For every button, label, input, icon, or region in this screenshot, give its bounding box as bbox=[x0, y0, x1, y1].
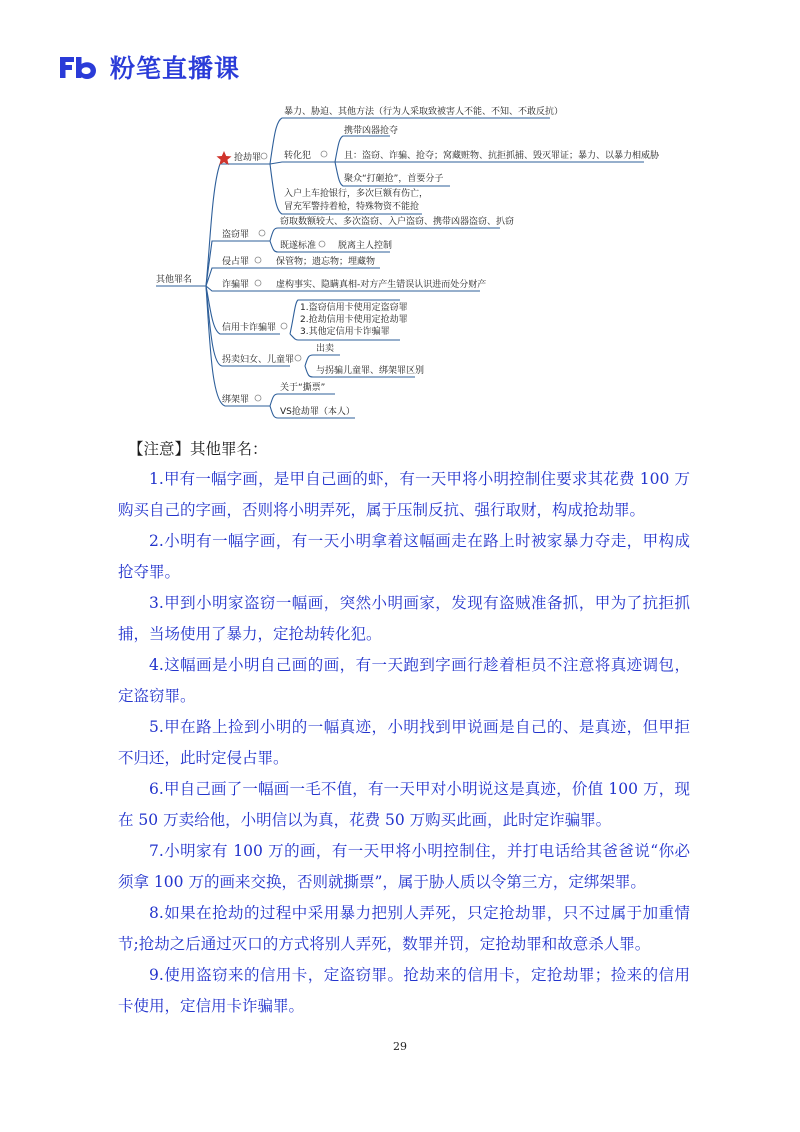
card-fraud-item-2: 2.抢劫信用卡使用定抢劫罪 bbox=[300, 315, 408, 325]
note-item: 1.甲有一幅字画，是甲自己画的虾，有一天甲将小明控制住要求其花费 100 万购买自己的字画，否则将小明弄死，属于压制反抗、强行取财，构成抢劫罪。 bbox=[118, 470, 690, 519]
transform-item-3: 聚众“打砸抢”，首要分子 bbox=[344, 174, 444, 184]
trafficking-item-2: 与拐骗儿童罪、绑架罪区别 bbox=[316, 366, 425, 376]
robbery-aggravated-2: 冒充军警持着枪，特殊物资不能抢 bbox=[284, 202, 420, 212]
note-item: 3.甲到小明家盗窃一幅画，突然小明画家，发现有盗贼准备抓，甲为了抗拒抓捕，当场使用了暴力，定抢劫转化犯。 bbox=[118, 594, 690, 643]
fb-logo-icon bbox=[56, 51, 100, 83]
note-item: 6.甲自己画了一幅画一毛不值，有一天甲对小明说这是真迹，价值 100 万，现在 50 万卖给他，小明信以为真，花费 50 万购买此画，此时定诈骗罪。 bbox=[118, 780, 690, 829]
fraud-content: 虚构事实、隐瞒真相-对方产生错误认识进而处分财产 bbox=[276, 280, 487, 290]
transform-item-1: 携带凶器抢夺 bbox=[344, 126, 399, 136]
note-item: 2.小明有一幅字画，有一天小明拿着这幅画走在路上时被家暴力夺走，甲构成抢夺罪。 bbox=[118, 532, 690, 581]
robbery-label: 抢劫罪 bbox=[234, 153, 262, 163]
card-fraud-item-3: 3.其他定信用卡诈骗罪 bbox=[300, 327, 390, 337]
notes-heading: 【注意】其他罪名： bbox=[128, 440, 268, 458]
kidnap-label: 绑架罪 bbox=[222, 395, 250, 405]
card-fraud-label: 信用卡诈骗罪 bbox=[222, 323, 277, 333]
note-item: 7.小明家有 100 万的画，有一天甲将小明控制住，并打电话给其爸爸说“你必须拿 100 万的画来交换，否则就撕票”，属于胁人质以令第三方，定绑架罪。 bbox=[118, 842, 690, 891]
theft-standard-label: 既遂标准 bbox=[280, 241, 317, 251]
brand-logo bbox=[56, 50, 240, 84]
robbery-aggravated-1: 入户上车抢银行，多次巨额有伤亡， bbox=[284, 189, 429, 199]
embezzle-label: 侵占罪 bbox=[222, 257, 250, 267]
mindmap-root: 其他罪名 bbox=[156, 275, 193, 285]
page-number: 29 bbox=[393, 1040, 407, 1053]
note-item: 4.这幅画是小明自己画的画，有一天跑到字画行趁着柜员不注意将真迹调包，定盗窃罪。 bbox=[118, 656, 690, 705]
theft-standard-value: 脱离主人控制 bbox=[338, 241, 393, 251]
mind-map bbox=[150, 96, 670, 426]
note-item: 5.甲在路上捡到小明的一幅真迹，小明找到甲说画是自己的、是真迹，但甲拒不归还，此时定侵占罪。 bbox=[118, 718, 690, 767]
brand-name: 粉笔直播课 bbox=[110, 54, 241, 83]
transform-item-2: 且：盗窃、诈骗、抢夺；窝藏赃物、抗拒抓捕、毁灭罪证；暴力、以暴力相威胁 bbox=[344, 151, 660, 161]
trafficking-label: 拐卖妇女、儿童罪 bbox=[222, 355, 295, 365]
theft-content: 窃取数额较大、多次盗窃、入户盗窃、携带凶器盗窃、扒窃 bbox=[280, 217, 515, 227]
notes-section bbox=[118, 432, 690, 1022]
robbery-methods: 暴力、胁迫、其他方法（行为人采取致被害人不能、不知、不敢反抗） bbox=[284, 107, 564, 117]
card-fraud-item-1: 1.盗窃信用卡使用定盗窃罪 bbox=[300, 303, 408, 313]
note-item: 8.如果在抢劫的过程中采用暴力把别人弄死，只定抢劫罪，只不过属于加重情节;抢劫之后通过灭口的方式将别人弄死，数罪并罚，定抢劫罪和故意杀人罪。 bbox=[118, 904, 690, 953]
transform-label: 转化犯 bbox=[284, 151, 312, 161]
kidnap-item-1: 关于“撕票” bbox=[280, 383, 326, 393]
star-icon bbox=[217, 151, 232, 165]
embezzle-content: 保管物；遗忘物；埋藏物 bbox=[276, 257, 376, 267]
theft-label: 盗窃罪 bbox=[222, 230, 250, 240]
kidnap-item-2: VS抢劫罪（本人） bbox=[280, 407, 355, 417]
note-item: 9.使用盗窃来的信用卡，定盗窃罪。抢劫来的信用卡，定抢劫罪；捡来的信用卡使用，定信用卡诈骗罪。 bbox=[118, 966, 690, 1015]
trafficking-item-1: 出卖 bbox=[316, 344, 335, 354]
fraud-label: 诈骗罪 bbox=[222, 280, 250, 290]
